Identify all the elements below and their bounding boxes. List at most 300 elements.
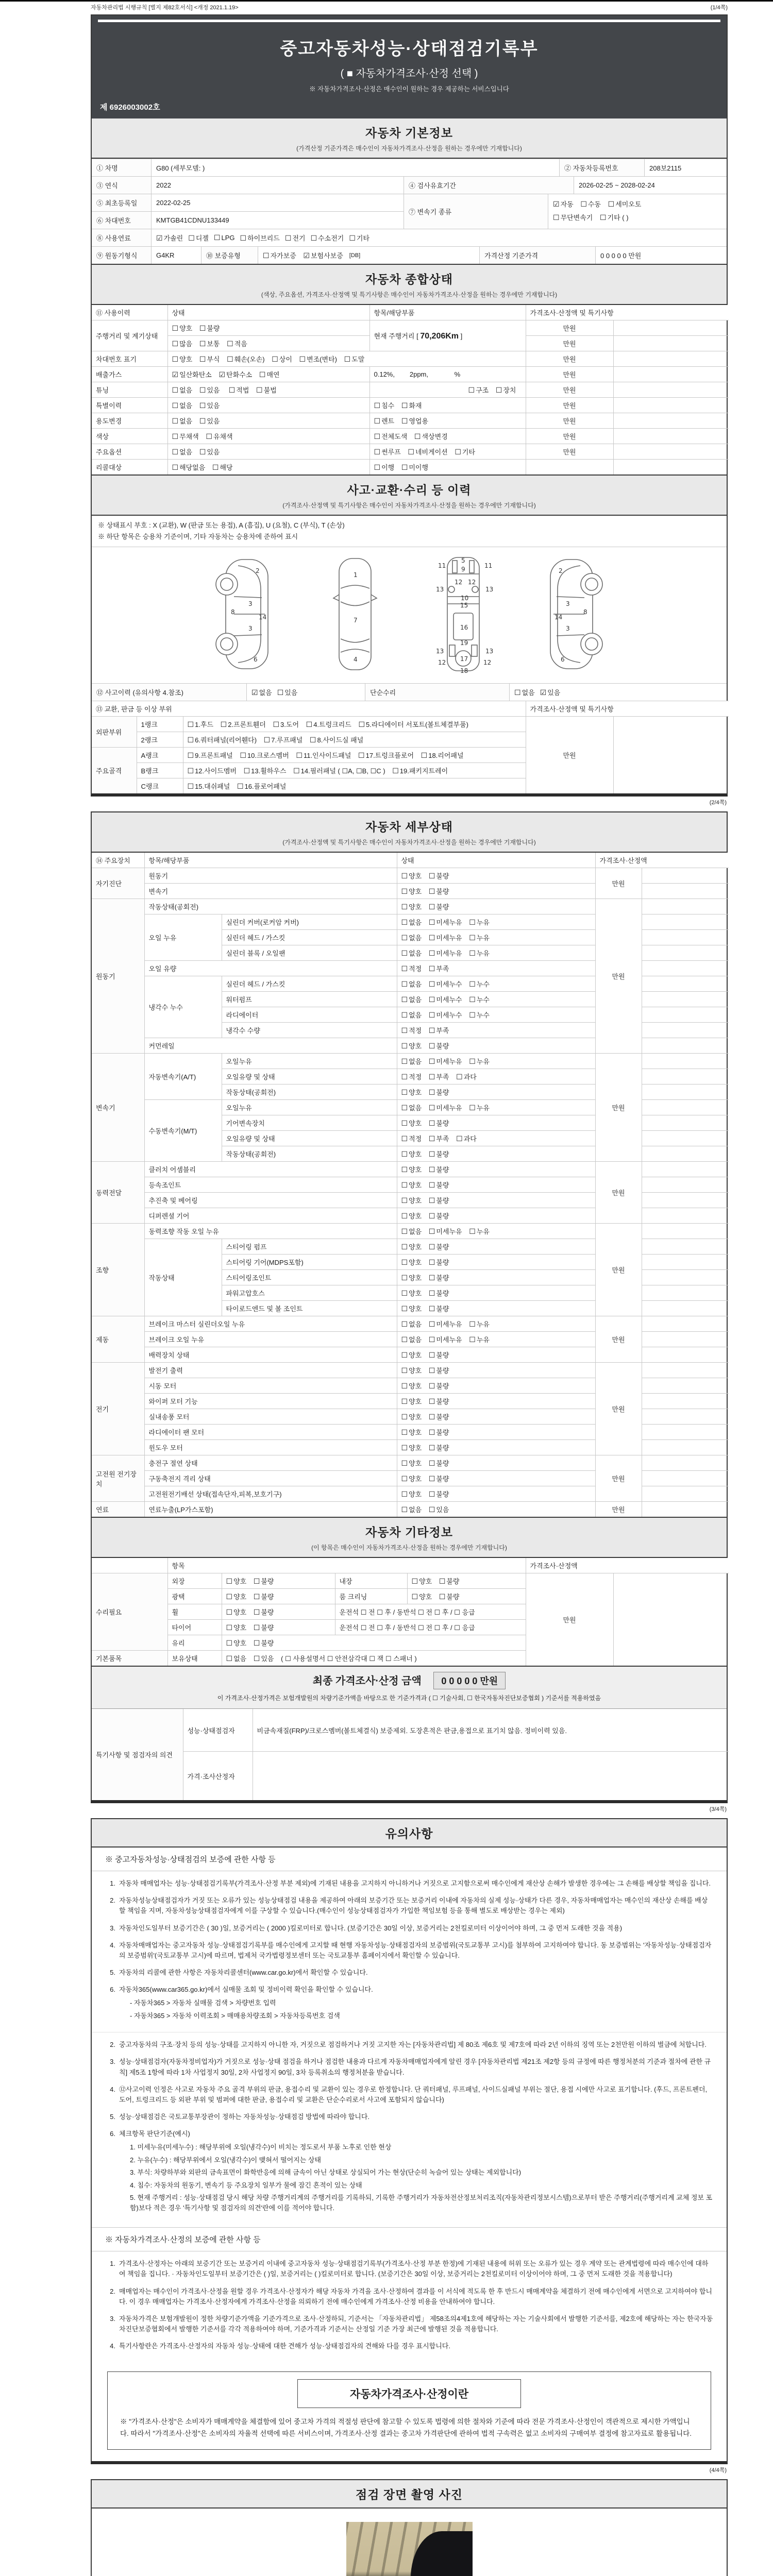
checkbox-option[interactable]: ☐ 없음	[401, 1011, 422, 1020]
page-marker-4: (4/4쪽)	[709, 2467, 727, 2474]
checkbox-option[interactable]: ☐ 불량	[428, 1212, 449, 1221]
checkbox-option[interactable]: ☐ 불량	[428, 1490, 449, 1499]
rankB-items	[183, 763, 526, 778]
checkbox-option[interactable]: ☐ 불량	[428, 1429, 449, 1437]
checkbox-option[interactable]: ☐ 불량	[428, 1398, 449, 1406]
status-options	[397, 1301, 595, 1316]
checkbox-option[interactable]: ☐ 10.크로스멤버	[240, 752, 289, 760]
checkbox-option[interactable]: ☑ 있음	[540, 689, 561, 698]
checkbox-option[interactable]: ☐ 불량	[428, 1120, 449, 1128]
checkbox-option[interactable]: ☐ LPG	[213, 233, 235, 242]
checkbox-option[interactable]: ☐ 없음	[401, 1506, 422, 1515]
checkbox-option[interactable]: ☐ 미세누유	[428, 1228, 462, 1236]
checkbox-option[interactable]: ☐ 불량	[428, 1413, 449, 1422]
page-2	[91, 811, 728, 1803]
emission-label: 배출가스	[92, 367, 167, 382]
unchecked-checkbox-icon: ☐	[253, 1624, 260, 1633]
checkbox-option[interactable]: ☐ 불량	[428, 1305, 449, 1314]
unchecked-checkbox-icon: ☐	[263, 252, 270, 260]
checkbox-option[interactable]: ☐ 양호	[401, 1042, 422, 1051]
checkbox-option[interactable]: ☐ 기타	[349, 234, 370, 243]
status-options	[397, 1224, 595, 1239]
page-1	[91, 14, 728, 796]
checkbox-option[interactable]: ☐ 누유	[469, 1320, 490, 1329]
checkbox-option[interactable]: ☐ 누유	[469, 1228, 490, 1236]
checkbox-option[interactable]: ☐ 양호	[401, 1197, 422, 1206]
checkbox-option[interactable]: ☐ 있음	[253, 1655, 274, 1664]
status-options	[397, 1486, 595, 1502]
checkbox-option[interactable]: ☐ 4.트렁크리드	[306, 721, 351, 730]
checkbox-option[interactable]: ☐ 양호	[401, 1259, 422, 1267]
checkbox-option[interactable]: ☐ 미세누유	[428, 1320, 462, 1329]
checkbox-option[interactable]: ☐ 유채색	[206, 433, 233, 441]
checkbox-option[interactable]: ☐ 해당	[212, 464, 233, 472]
checked-checkbox-icon: ☑	[303, 252, 310, 260]
checkbox-option[interactable]: ☐ 불량	[428, 1444, 449, 1453]
note-cell	[613, 367, 729, 382]
checkbox-option[interactable]: ☐ 양호	[226, 1624, 247, 1633]
base-price-label: 가격산정 기준가격	[479, 247, 595, 264]
checkbox-option[interactable]: ☐ 있음	[428, 1506, 449, 1515]
checkbox-option[interactable]: ☐ 디젤	[188, 234, 209, 243]
checkbox-option[interactable]: ☑ 보험사보증	[303, 252, 343, 260]
price-cell: 만원	[595, 899, 642, 1054]
unchecked-checkbox-icon: ☐	[456, 1135, 463, 1144]
engine-type-value: G4KR	[151, 247, 201, 264]
checkbox-option[interactable]: ☐ 기타 ( )	[599, 214, 629, 222]
item-label: 발전기 출력	[144, 1363, 397, 1378]
item-label: 작동상태(공회전)	[222, 1146, 397, 1162]
checkbox-option[interactable]: ☐ 부족	[428, 1073, 449, 1082]
note-cell	[642, 992, 729, 1007]
checkbox-option[interactable]: ☐ 장치	[495, 386, 516, 395]
checkbox-option[interactable]: ☐ 양호	[401, 1413, 422, 1422]
checkbox-option[interactable]: ☐ 미세누유	[428, 1058, 462, 1066]
checkbox-option[interactable]: ☐ 수소전기	[310, 234, 344, 243]
checkbox-option[interactable]: ☐ 양호	[401, 1305, 422, 1314]
checkbox-option[interactable]: ☐ 양호	[172, 355, 193, 364]
item-label: 구동축전지 격리 상태	[144, 1471, 397, 1486]
checkbox-option[interactable]: ☐ 양호	[401, 1460, 422, 1468]
checkbox-option[interactable]: ☐ 불량	[428, 1042, 449, 1051]
checkbox-option[interactable]: ☐ 있음	[199, 386, 220, 395]
checkbox-option[interactable]: ☐ 무단변속기	[553, 214, 593, 222]
checkbox-option[interactable]: ☐ 16.플로어패널	[237, 783, 287, 791]
special-history-options	[167, 398, 369, 413]
checkbox-option[interactable]: ☐ 양호	[226, 1639, 247, 1648]
note-subitem: 2. 누유(누수) : 해당부위에서 오일(냉각수)이 맺혀서 떨어지는 상태	[130, 2156, 322, 2164]
diagram-part-number: 3	[248, 625, 253, 633]
checkbox-option[interactable]: ☐ 미세누유	[428, 1104, 462, 1113]
checkbox-option[interactable]: ☐ 미세누유	[428, 1336, 462, 1345]
checkbox-option[interactable]: ☐ 양호	[172, 325, 193, 333]
item-label: 파워고압호스	[222, 1285, 397, 1301]
checkbox-option[interactable]: ☐ 있음	[277, 689, 298, 698]
checkbox-option[interactable]: ☐ 과다	[456, 1135, 477, 1144]
checkbox-option[interactable]: ☐ 침수	[374, 402, 395, 410]
note-cell	[642, 976, 729, 992]
checkbox-option[interactable]: ☐ 미세누수	[428, 996, 462, 1005]
checkbox-option[interactable]: ☐ 6.쿼터패널(리어휀다)	[187, 736, 257, 745]
final-price-note: 이 가격조사·산정가격은 보험개발원의 차량기준가액을 바탕으로 한 기준가격과 ( ☐ 기술사회, ☐ 한국자동차진단보증협회 ) 기준서를 적용하였음	[217, 1694, 601, 1702]
item-label: 실린더 헤드 / 가스킷	[222, 930, 397, 945]
item-label: 고전원전기배선 상태(접속단자,피복,보호기구)	[144, 1486, 397, 1502]
checkbox-option[interactable]: ☐ 부족	[428, 1027, 449, 1036]
checkbox-option[interactable]: ☐ 있음	[199, 448, 220, 456]
checkbox-option[interactable]: ☐ 양호	[411, 1593, 432, 1602]
unchecked-checkbox-icon: ☐	[428, 1150, 435, 1159]
checkbox-option[interactable]: ☐ 적정	[401, 1073, 422, 1082]
checkbox-option[interactable]: ☐ 불량	[428, 1197, 449, 1206]
checkbox-option[interactable]: ☐ 3.도어	[273, 721, 299, 730]
checkbox-option[interactable]: ☐ 양호	[401, 1212, 422, 1221]
checkbox-option[interactable]: ☐ 누유	[469, 919, 490, 927]
checkbox-option[interactable]: ☐ 불량	[428, 1351, 449, 1360]
note-item: 4. ⑫사고이력 인정은 사고로 자동차 주요 골격 부위의 판금, 용접수리 및 교환이 있는 경우로 한정합니다. 단 쿼터패널, 루프패널, 사이드실패널 부위는 절단, 용접 시에만 사고로 표기합니다. (후드, 프론트펜더, 도어, 트렁크리드 등 외판 부위 및 범퍼에 대한 판금, 용접수리 및 교환은 단순수리로서 사고에 포함되지 않습니다)	[110, 2085, 708, 2104]
unchecked-checkbox-icon: ☐	[253, 1578, 260, 1586]
reg-number-value: 208보2115	[644, 159, 727, 176]
checkbox-option[interactable]: ☐ 적정	[401, 965, 422, 974]
unchecked-checkbox-icon: ☐	[172, 325, 179, 333]
item-label: 브레이크 오일 누유	[144, 1332, 397, 1347]
unchecked-checkbox-icon: ☐	[428, 950, 435, 958]
unchecked-checkbox-icon: ☐	[469, 1320, 476, 1329]
unchecked-checkbox-icon: ☐	[273, 721, 280, 730]
checkbox-option[interactable]: ☐ 11.인사이드패널	[296, 752, 351, 760]
checkbox-option[interactable]: ☐ 해당없음	[172, 464, 206, 472]
checkbox-option[interactable]: ☐ 무채색	[172, 433, 199, 441]
checkbox-option[interactable]: ☐ 없음	[401, 1320, 422, 1329]
rankA-items	[183, 748, 526, 763]
checkbox-option[interactable]: ☐ 양호	[401, 1181, 422, 1190]
note-cell	[613, 1573, 729, 1666]
checkbox-option[interactable]: ☐ 적정	[401, 1135, 422, 1144]
checkbox-option[interactable]: ☐ 화재	[401, 402, 422, 410]
checkbox-option[interactable]: ☐ 불량	[439, 1593, 460, 1602]
checkbox-option[interactable]: ☐ 많음	[172, 340, 193, 348]
checkbox-option[interactable]: ☐ 불량	[428, 1367, 449, 1376]
checkbox-option[interactable]: ☐ 누수	[469, 1011, 490, 1020]
checkbox-option[interactable]: ☐ 색상변경	[414, 433, 448, 441]
checkbox-option[interactable]: ☐ 없음	[401, 1336, 422, 1345]
checkbox-option[interactable]: ☐ 불량	[428, 1290, 449, 1298]
checkbox-option[interactable]: ☐ 불량	[428, 1089, 449, 1097]
checkbox-option[interactable]: ☐ 불량	[253, 1639, 274, 1648]
checkbox-option[interactable]: ☐ 불량	[428, 888, 449, 896]
tire-position-options[interactable]: 운전석 ☐ 전 ☐ 후 / 동반석 ☐ 전 ☐ 후 / ☐ 응급	[335, 1620, 526, 1635]
diagram-part-number: 13	[485, 586, 494, 594]
checkbox-option[interactable]: ☐ 누유	[469, 1058, 490, 1066]
checkbox-option[interactable]: ☐ 양호	[401, 1444, 422, 1453]
checkbox-option[interactable]: ☐ 불법	[256, 386, 277, 395]
price-cell: 만원	[526, 336, 613, 351]
checkbox-option[interactable]: ☐ 양호	[226, 1593, 247, 1602]
diagram-part-number: 12	[468, 579, 476, 586]
checkbox-option[interactable]: ☐ 없음	[172, 417, 193, 426]
checkbox-option[interactable]: ☐ 렌트	[374, 417, 395, 426]
wheel-position-options[interactable]: 운전석 ☐ 전 ☐ 후 / 동반석 ☐ 전 ☐ 후 / ☐ 응급	[335, 1604, 526, 1620]
unchecked-checkbox-icon: ☐	[428, 1336, 435, 1345]
checked-checkbox-icon: ☑	[219, 371, 226, 379]
checkbox-option[interactable]: ☐ 13.휠하우스	[243, 767, 287, 776]
checkbox-option[interactable]: ☐ 누수	[469, 996, 490, 1005]
checkbox-option[interactable]: ☐ 부족	[428, 1135, 449, 1144]
unchecked-checkbox-icon: ☐	[414, 433, 421, 441]
checkbox-option[interactable]: ☐ 전기	[284, 234, 306, 243]
unchecked-checkbox-icon: ☐	[401, 1336, 408, 1345]
checkbox-option[interactable]: ☐ 미이행	[401, 464, 429, 472]
checkbox-option[interactable]: ☐ 양호	[401, 1367, 422, 1376]
checkbox-option[interactable]: ☐ 5.라디에이터 서포트(볼트체결부품)	[358, 721, 468, 730]
note-cell	[642, 1115, 729, 1131]
col-item: 항목	[167, 1558, 526, 1573]
checkbox-option[interactable]: ☐ 양호	[401, 1429, 422, 1437]
checkbox-option[interactable]: ☐ 양호	[401, 1120, 422, 1128]
basic-items-list[interactable]: ( ☐ 사용설명서 ☐ 안전삼각대 ☐ 잭 ☐ 스패너 )	[281, 1655, 417, 1663]
checkbox-option[interactable]: ☐ 썬루프	[374, 448, 401, 456]
checkbox-option[interactable]: ☐ 2.프론트휀더	[220, 721, 266, 730]
checkbox-option[interactable]: ☐ 9.프론트패널	[187, 752, 233, 760]
checkbox-option[interactable]: ☑ 자동	[553, 200, 574, 209]
unchecked-checkbox-icon: ☐	[401, 417, 408, 426]
checkbox-option[interactable]: ☐ 없음	[401, 950, 422, 958]
unchecked-checkbox-icon: ☐	[428, 980, 435, 989]
checkbox-option[interactable]: ☐ 누수	[469, 980, 490, 989]
checkbox-option[interactable]: ☐ 과다	[456, 1073, 477, 1082]
price-cell: 만원	[526, 367, 613, 382]
col-status: 상태	[397, 853, 595, 868]
item-label: 연료누출(LP가스포함)	[144, 1502, 397, 1517]
note-cell	[642, 1502, 729, 1517]
checkbox-option[interactable]: ☐ 양호	[401, 1274, 422, 1283]
checkbox-option[interactable]: ☑ 없음	[251, 689, 272, 698]
unchecked-checkbox-icon: ☐	[469, 919, 476, 927]
checkbox-option[interactable]: ☐ 세미오토	[608, 200, 642, 209]
checkbox-option[interactable]: ☐ 15.대쉬패널	[187, 783, 230, 791]
unchecked-checkbox-icon: ☐	[401, 1460, 408, 1468]
checkbox-option[interactable]: ☐ 불량	[428, 1243, 449, 1252]
checkbox-option[interactable]: ☐ 19.패키지트레이	[392, 767, 448, 776]
checkbox-option[interactable]: ☐ 없음	[401, 934, 422, 943]
checkbox-option[interactable]: ☐ 양호	[401, 1490, 422, 1499]
checkbox-option[interactable]: ☐ 17.트렁크플로어	[358, 752, 414, 760]
checkbox-option[interactable]: ☐ 양호	[401, 872, 422, 881]
unchecked-checkbox-icon: ☐	[263, 736, 271, 745]
device-label: 자기진단	[92, 868, 144, 899]
checkbox-option[interactable]: ☐ 양호	[401, 1290, 422, 1298]
unchecked-checkbox-icon: ☐	[428, 1382, 435, 1391]
checkbox-option[interactable]: ☐ 미세누유	[428, 919, 462, 927]
checkbox-option[interactable]: ☐ 누유	[469, 1336, 490, 1345]
unchecked-checkbox-icon: ☐	[428, 1367, 435, 1376]
item-label: 오일누유	[222, 1054, 397, 1069]
checkbox-option[interactable]: ☐ 네비게이션	[408, 448, 448, 456]
checkbox-option[interactable]: ☐ 불량	[253, 1608, 274, 1617]
checkbox-option[interactable]: ☐ 누유	[469, 934, 490, 943]
inspector-label: 성능·상태점검자	[183, 1709, 253, 1752]
checkbox-option[interactable]: ☐ 양호	[401, 1089, 422, 1097]
section-title: 자동차 기타정보	[365, 1526, 453, 1539]
checkbox-option[interactable]: ☐ 하이브리드	[240, 234, 280, 243]
note-item: 4. 특기사항란은 가격조사·산정자의 자동차 성능·상태에 대한 견해가 성능·상태점검자의 견해와 다를 경우 표시합니다.	[110, 2342, 450, 2350]
unchecked-checkbox-icon: ☐	[187, 767, 194, 776]
checkbox-option[interactable]: ☐ 누유	[469, 1104, 490, 1113]
checkbox-option[interactable]: ☐ 적정	[401, 1027, 422, 1036]
checkbox-option[interactable]: ☐ 양호	[401, 1243, 422, 1252]
checkbox-option[interactable]: ☐ 미세누수	[428, 980, 462, 989]
checkbox-option[interactable]: ☐ 변조(변타)	[299, 355, 337, 364]
inspection-period-value: 2026-02-25 ~ 2028-02-24	[574, 177, 727, 194]
engine-type-label: ⑨ 원동기형식	[92, 247, 151, 264]
checkbox-option[interactable]: ☐ 양호	[401, 888, 422, 896]
checkbox-option[interactable]: ☐ 도말	[344, 355, 365, 364]
checkbox-option[interactable]: ☑ 가솔린	[156, 234, 183, 243]
checkbox-option[interactable]: ☐ 불량	[428, 903, 449, 912]
checkbox-option[interactable]: ☐ 없음	[172, 386, 193, 395]
checkbox-option[interactable]: ☐ 12.사이드멤버	[187, 767, 237, 776]
price-cell: 만원	[526, 1573, 613, 1666]
checkbox-option[interactable]: ☐ 미세누유	[428, 934, 462, 943]
checkbox-option[interactable]: ☐ 양호	[411, 1578, 432, 1586]
checkbox-option[interactable]: ☐ 적법	[228, 386, 249, 395]
rankB-label: B랭크	[137, 763, 183, 778]
status-options	[397, 1502, 595, 1517]
unchecked-checkbox-icon: ☐	[349, 234, 356, 243]
page-marker-3: (3/4쪽)	[709, 1806, 727, 1813]
item-label: 작동상태(공회전)	[222, 1084, 397, 1100]
checkbox-option[interactable]: ☐ 양호	[401, 1382, 422, 1391]
checkbox-option[interactable]: ☐ 양호	[401, 1150, 422, 1159]
checkbox-option[interactable]: ☐ 없음	[401, 996, 422, 1005]
note-cell	[642, 1255, 729, 1270]
checkbox-option[interactable]: ☐ 자가보증	[263, 252, 296, 260]
checkbox-option[interactable]: ☐ 양호	[401, 1398, 422, 1406]
checkbox-option[interactable]: ☐ 불량	[428, 1382, 449, 1391]
checkbox-option[interactable]: ☐ 불량	[428, 1274, 449, 1283]
checkbox-option[interactable]: ☐ 양호	[226, 1608, 247, 1617]
section-other-info	[92, 1517, 727, 1666]
note-cell	[613, 336, 729, 351]
unchecked-checkbox-icon: ☐	[188, 234, 195, 243]
item-group-label: 냉각수 누수	[144, 976, 222, 1038]
checkbox-option[interactable]: ☐ 미세누유	[428, 950, 462, 958]
checkbox-option[interactable]: ☐ 없음	[514, 689, 535, 698]
checkbox-option[interactable]: ☐ 불량	[439, 1578, 460, 1586]
checkbox-option[interactable]: ☑ 탄화수소	[219, 371, 253, 379]
inspector-opinion: 비금속재질(FRP)/크로스멤버(볼트체결식) 보증제외. 도장흔적은 판금,용접으로 표기치 않음. 정비이력 있음.	[253, 1709, 729, 1752]
checkbox-option[interactable]: ☐ 양호	[401, 903, 422, 912]
checkbox-option[interactable]: ☐ 14.필러패널 ( ☐A, ☐B, ☐C )	[293, 767, 385, 776]
panel-header: ⑬ 교환, 판금 등 이상 부위	[92, 701, 526, 717]
checkbox-option[interactable]: ☐ 훼손(오손)	[227, 355, 265, 364]
checkbox-option[interactable]: ☐ 이행	[374, 464, 395, 472]
checkbox-option[interactable]: ☐ 불량	[199, 325, 220, 333]
checkbox-option[interactable]: ☐ 적음	[227, 340, 247, 348]
checkbox-option[interactable]: ☐ 8.사이드실 패널	[309, 736, 364, 745]
page-marker-1: (1/4쪽)	[710, 5, 728, 11]
checkbox-option[interactable]: ☐ 영업용	[401, 417, 429, 426]
checkbox-option[interactable]: ☐ 불량	[428, 1181, 449, 1190]
item-group-label: 오일 누유	[144, 914, 222, 961]
checkbox-option[interactable]: ☐ 있음	[199, 417, 220, 426]
checkbox-option[interactable]: ☐ 전체도색	[374, 433, 408, 441]
checkbox-option[interactable]: ☐ 불량	[428, 1460, 449, 1468]
item-label: 커먼레일	[144, 1038, 397, 1054]
checkbox-option[interactable]: ☐ 불량	[253, 1578, 274, 1586]
checkbox-option[interactable]: ☐ 양호	[226, 1578, 247, 1586]
checkbox-option[interactable]: ☐ 없음	[401, 1104, 422, 1113]
checkbox-option[interactable]: ☐ 부족	[428, 965, 449, 974]
price-survey-select[interactable]: ( ■ 자동차가격조사·산정 선택 )	[340, 68, 478, 79]
checkbox-option[interactable]: ☐ 수동	[580, 200, 601, 209]
unchecked-checkbox-icon: ☐	[428, 1429, 435, 1437]
checked-checkbox-icon: ☑	[251, 689, 258, 698]
checkbox-option[interactable]: ☐ 기타	[455, 448, 476, 456]
checkbox-option[interactable]: ☐ 불량	[428, 1150, 449, 1159]
checkbox-option[interactable]: ☐ 없음	[172, 402, 193, 410]
usage-change-options	[167, 413, 369, 429]
checkbox-option[interactable]: ☐ 1.후드	[187, 721, 214, 730]
checkbox-option[interactable]: ☐ 없음	[401, 1228, 422, 1236]
checkbox-option[interactable]: ☐ 18.리어패널	[421, 752, 464, 760]
checkbox-option[interactable]: ☐ 부식	[199, 355, 220, 364]
notes-list-2	[92, 2032, 727, 2224]
status-options	[397, 1332, 595, 1347]
checkbox-option[interactable]: ☐ 불량	[428, 1259, 449, 1267]
checkbox-option[interactable]: ☐ 없음	[401, 1058, 422, 1066]
device-label: 전기	[92, 1363, 144, 1455]
checkbox-option[interactable]: ☐ 구조	[468, 386, 489, 395]
note-cell	[642, 1023, 729, 1038]
checkbox-option[interactable]: ☐ 7.루프패널	[263, 736, 303, 745]
checkbox-option[interactable]: ☐ 불량	[428, 872, 449, 881]
note-cell	[642, 1177, 729, 1193]
checkbox-option[interactable]: ☐ 있음	[199, 402, 220, 410]
checkbox-option[interactable]: ☐ 없음	[226, 1655, 247, 1664]
checkbox-option[interactable]: ☐ 양호	[401, 1475, 422, 1484]
note-cell	[642, 1069, 729, 1084]
note-cell	[642, 945, 729, 961]
checkbox-option[interactable]: ☑ 일산화탄소	[172, 371, 212, 379]
checkbox-option[interactable]: ☐ 보통	[199, 340, 220, 348]
inspection-period-label: ④ 검사유효기간	[404, 177, 574, 194]
table-row	[92, 1363, 729, 1378]
checkbox-option[interactable]: ☐ 양호	[401, 1166, 422, 1175]
checkbox-option[interactable]: ☐ 미세누수	[428, 1011, 462, 1020]
status-options	[397, 1023, 595, 1038]
checkbox-option[interactable]: ☐ 없음	[401, 919, 422, 927]
checkbox-option[interactable]: ☐ 상이	[272, 355, 292, 364]
checkbox-option[interactable]: ☐ 불량	[428, 1166, 449, 1175]
item-label: 등속조인트	[144, 1177, 397, 1193]
unchecked-checkbox-icon: ☐	[401, 1259, 408, 1267]
note-subitem: 3. 부식: 차량하부와 외판의 금속표면이 화학반응에 의해 금속이 아닌 상태로 상실되어 가는 현상(단순히 녹슬어 있는 상태는 제외합니다)	[130, 2168, 522, 2177]
checkbox-option[interactable]: ☐ 불량	[253, 1593, 274, 1602]
checkbox-option[interactable]: ☐ 없음	[401, 980, 422, 989]
unchecked-checkbox-icon: ☐	[226, 1624, 233, 1633]
checkbox-option[interactable]: ☐ 불량	[253, 1624, 274, 1633]
checkbox-option[interactable]: ☐ 불량	[428, 1475, 449, 1484]
checkbox-option[interactable]: ☐ 누유	[469, 950, 490, 958]
checked-checkbox-icon: ☑	[172, 371, 179, 379]
note-cell	[642, 884, 729, 899]
note-cell	[613, 429, 729, 444]
checkbox-option[interactable]: ☐ 매연	[259, 371, 280, 379]
checkbox-option[interactable]: ☐ 양호	[401, 1351, 422, 1360]
status-options	[397, 1193, 595, 1208]
checkbox-option[interactable]: ☐ 없음	[172, 448, 193, 456]
unchecked-checkbox-icon: ☐	[401, 1150, 408, 1159]
